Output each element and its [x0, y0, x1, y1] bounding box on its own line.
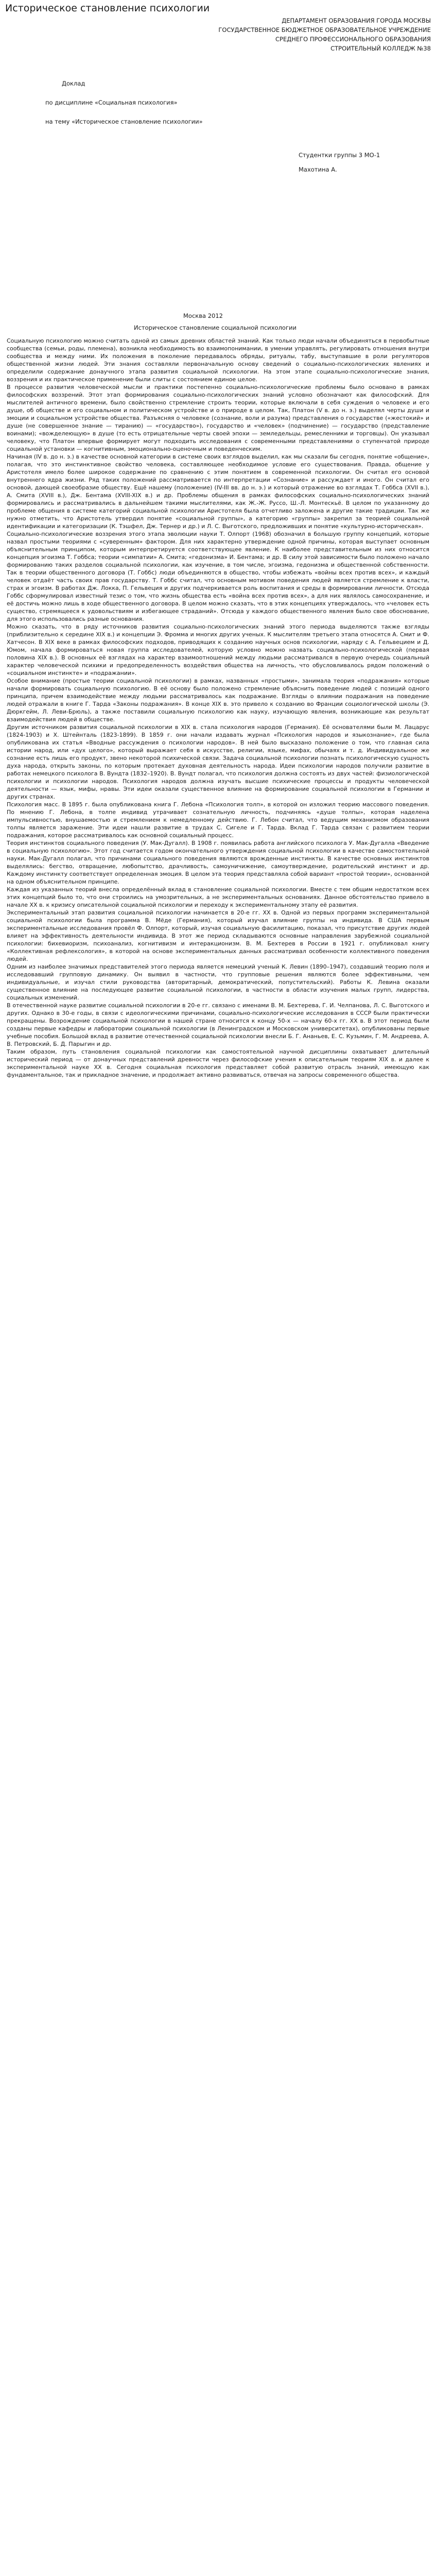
institution-header [0, 14, 436, 53]
body-paragraph: В отечественной науке развитие социальной психологии в 20-е гг. связано с именами В. М. Бехтерева, Г. И. Челпанова, Л. С. Выготского и других. Однако в 30-е годы, в связи с идеологическими причинами, социально-психологические исследования в СССР были практически прекращены. Возрождение социальной психологии в нашей стране относится к концу 50-х — началу 60-х гг. XX в. В этот период были созданы первые кафедры и лаборатории социальной психологии (в Ленинградском и Московском университетах), опубликованы первые учебные пособия. Большой вклад в развитие отечественной социальной психологии внесли Б. Г. Ананьев, Е. С. Кузьмин, Г. М. Андреева, А. В. Петровский, Б. Д. Парыгин и др. [7, 1002, 429, 1047]
body-paragraph: Другим источником развития социальной психологии в XIX в. стала психология народов (Германия). Её основателями были М. Лацарус (1824-1903) и Х. Штейнталь (1823-1899). В 1859 г. они начали издавать журнал «Психология народов и языкознание», где была опубликована их статья «Вводные рассуждения о психологии народов». В ней было высказано положение о том, что главная сила истории народ, или «дух целого», который выражает себя в искусстве, религии, языке, мифах, обычаях и т. д. Индивидуальное же сознание есть лишь его продукт, звено некоторой психической связи. Задача социальной психологии познать психологическую сущность духа народа, открыть законы, по которым протекает духовная деятельность народа. Идеи психологии народов получили развитие в работах немецкого психолога В. Вундта (1832–1920). В. Вундт полагал, что психология должна состоять из двух частей: физиологической психологии и психологии народов. Психология народов должна изучать высшие психические процессы и продукты человеческой деятельности — язык, мифы, нравы. Эти идеи оказали существенное влияние на формирование социальной психологии в Германии и других странах. [7, 724, 429, 800]
header-line-education-level: СРЕДНЕГО ПРОФЕССИОНАЛЬНОГО ОБРАЗОВАНИЯ [275, 36, 431, 43]
topic-line: на тему «Историческое становление психологии» [45, 118, 203, 125]
place-year: Москва 2012 [183, 312, 223, 319]
report-label: Доклад [62, 80, 85, 87]
author-block [0, 150, 436, 174]
body-paragraph: Каждая из указанных теорий внесла определённый вклад в становление социальной психологии. Вместе с тем общим недостатком всех этих концепций было то, что они строились на умозрительных, а не экспериментальных основаниях. Данное обстоятельство привело в начале XX в. к кризису описательной социальной психологии и переходу к экспериментальному этапу её развития. [7, 886, 429, 908]
content-title: Историческое становление социальной психологии [134, 324, 297, 331]
body-paragraph: В процессе развития человеческой мысли и практики постепенно социально-психологические проблемы было основано в рамках философских воззрений. Этот этап формирования социально-психологических знаний условно обозначают как философский. Для мыслителей античного времени, было свойственно стремление строить теории, которые включали в себя суждения о человеке и его душе, об обществе и его социальном и политическом устройстве и о природе в целом. Так, Платон (V в. до н. э.) выделял черты души и эмоции и социальном устройстве общества. Разъясняя о человеке (сознание, воли и разума) представления о государстве («жестокий» и душе (не совершенное знание — тиранию) — «государство»), государство и «человек» (подчинение) — государство (представление воинами); «вожделеющую» в душе (то есть отрицательные черты своей эпохи — земледельцы, ремесленники и торговцы). Он указывал человеку, что Платон впервые формирует могут подходить исследования с современными представлениями о ступенчатой природе социальной установки — когнитивным, эмоционально-оценочным и поведенческим. [7, 384, 429, 452]
document-body [0, 332, 436, 1079]
body-paragraph: Таким образом, путь становления социальной психологии как самостоятельной научной дисциплины охватывает длительный исторический период — от донаучных представлений древности через философские учения к описательным теориям XIX в. и далее к экспериментальной науке XX в. Сегодня социальная психология представляет собой развитую отрасль знаний, имеющую как фундаментальное, так и прикладное значение, и продолжает активно развиваться, отвечая на запросы современного общества. [7, 1048, 429, 1078]
subject-line: по дисциплине «Социальная психология» [45, 99, 178, 106]
body-paragraph: Социальную психологию можно считать одной из самых древних областей знаний. Как только люди начали объединяться в первобытные сообщества (семьи, роды, племена), возникла необходимость во взаимопонимании, в умении управлять, регулировать отношения внутри сообщества и между ними. Их положения в поколение передавалось обряды, ритуалы, табу, выступавшие в роли регуляторов общественной жизни людей. Эти знания составляли первоначальную основу сведений о социально-психологических явлениях и определили содержание донаучного этапа развития социальной психологии. На этом этапе социально-психологические знания, воззрения и их практическое применение были слиты с состоянием единое целое. [7, 337, 429, 383]
student-name: Махотина А. [299, 166, 337, 173]
body-paragraph: Особое внимание (простые теории социальной психологии) в рамках, названных «простыми», занимала теория «подражания» которые начали формировать социальную психологию. В её основу было положено стремление объяснить поведение людей с позиций одного принципа, причем взаимодействие между людьми рассматривалось как подражание. Взгляды о влиянии подражания на поведение людей отражали в книге Г. Тарда «Законы подражания». В конце XIX в. это привело к созданию во Франции социологической школы (Э. Дюркгейм, Л. Леви-Брюль), а также поставили социальную психологию как науку, изучающую явления, возникающие как результат взаимодействия людей в обществе. [7, 677, 429, 723]
header-line-department: ДЕПАРТАМЕНТ ОБРАЗОВАНИЯ ГОРОДА МОСКВЫ [282, 17, 431, 24]
header-line-institution: ГОСУДАРСТВЕННОЕ БЮДЖЕТНОЕ ОБРАЗОВАТЕЛЬНОЕ УЧРЕЖДЕНИЕ [218, 26, 431, 33]
body-paragraph: Одним из наиболее значимых представителей этого периода является немецкий ученый К. Левин (1890–1947), создавший теорию поля и исследовавший групповую динамику. Он выявил в частности, что групповые решения являются более эффективными, чем индивидуальные, и изучал стили руководства (авторитарный, демократический, попустительский). Работы К. Левина оказали существенное влияние на последующее развитие социальной психологии, в частности в области изучения малых групп, лидерства, социальных изменений. [7, 963, 429, 1001]
header-line-college: СТРОИТЕЛЬНЫЙ КОЛЛЕДЖ №38 [330, 45, 431, 52]
body-paragraph: Экспериментальный этап развития социальной психологии начинается в 20-е гг. XX в. Одной из первых программ экспериментальной социальной психологии была программа В. Мёде (Германия), который изучал влияние группы на индивида. В США первым экспериментальные исследования провёл Ф. Олпорт, который, изучая социальную фасилитацию, показал, что присутствие других людей влияет на эффективность деятельности индивида. В этот же период складываются основные направления зарубежной социальной психологии: бихевиоризм, психоанализ, когнитивизм и интеракционизм. В. М. Бехтерев в России в 1921 г. опубликовал книгу «Коллективная рефлексология», в которой на основе экспериментальных данных рассматривал особенности коллективного поведения людей. [7, 909, 429, 962]
document-title: Историческое становление психологии [5, 3, 210, 14]
student-group: Студентки группы 3 МО-1 [299, 151, 380, 159]
body-paragraph: Теория инстинктов социального поведения (У. Мак-Дугалл). В 1908 г. появилась работа английского психолога У. Мак-Дугалла «Введение в социальную психологию». Этот год считается годом окончательного утверждения социальной психологии в качестве самостоятельной науки. Мак-Дугалл полагал, что причинами социального поведения являются врожденные инстинкты. В качестве основных инстинктов выделялись: бегство, отвращение, любопытство, драчливость, самоуничижение, самоутверждение, родительский инстинкт и др. Каждому инстинкту соответствует определенная эмоция. В целом эта теория представляла собой вариант «простой теории», основанной на одном объяснительном принципе. [7, 840, 429, 885]
body-paragraph: Социально-психологические воззрения этого этапа эволюции науки Т. Олпорт (1968) обозначил в большую группу концепций, которые назвал простыми теориями с «суверенным» фактором. Для них характерно утверждение одной причины, которая выступает основным объяснительным принципом, которым интерпретируется соответствующее явление. К наиболее представительным из них относится концепция эгоизма Т. Гоббса; теории «симпатии» А. Смита; «гедонизма» И. Бентама; и др. В силу этой зависимости было положено начало формированию таких разделов социальной психологии, как изучение, в том числе, эгоизма, гедонизма и общественной собственности. Так в теории общественного договора (Т. Гоббс) люди объединяются в общество, чтобы избежать «войны всех против всех», и каждый человек отдаёт часть своих прав государству. Т. Гоббс считал, что основным мотивом поведения людей является стремление к власти, страх и эгоизм. В работах Дж. Локка, П. Гельвеция и других подчеркивается роль воспитания и среды в формировании личности. Отсюда Гоббс сформулировал известный тезис о том, что жизнь общества есть «война всех против всех», а для них являлось самосохранение, и её достичь можно лишь в ходе общественного договора. В целом можно сказать, что в этих концепциях утверждалось, что «человек есть существо, стремящееся к удовольствиям и избегающее страданий». Отсюда у каждого общественного явления было свое обоснование, для этого использовались разные основания. [7, 531, 429, 622]
body-paragraph: Психология масс. В 1895 г. была опубликована книга Г. Лебона «Психология толп», в которой он изложил теорию массового поведения. По мнению Г. Лебона, в толпе индивид утрачивает сознательную личность, подчиняясь «душе толпы», которая наделена импульсивностью, внушаемостью и стремлением к немедленному действию. Г. Лебон считал, что ведущим механизмом образования толпы является заражение. Эти идеи нашли развитие в трудах С. Сигеле и Г. Тарда. Вклад Г. Тарда связан с развитием теории подражания, которое рассматривалось как основной социальный процесс. [7, 801, 429, 839]
document-page [0, 0, 436, 1079]
body-paragraph: Можно сказать, что в ряду источников развития социально-психологических знаний этого периода выделяются также взгляды (приблизительно к середине XIX в.) и концепции Э. Фромма и многих других ученых. К мыслителям третьего этапа относятся А. Смит и Ф. Хатчесон. В XIX веке в рамках философских подходов, приводящих к созданию научных основ психологии, наряду с А. Гельвецием и Д. Юмом, начала формироваться новая группа исследователей, которую условно можно назвать социально-психологической (первая половина XIX в.). В основных её взглядах на характер взаимоотношений между людьми рассматривался в первую очередь социальный характер человеческой психики и предопределенность воздействия общества на личность, что обусловливалось рядом положений о «социальном инстинкте» и «подражании». [7, 623, 429, 676]
body-paragraph: Начиная (IV в. до н. э.) в качестве основной категории в системе своих взглядов выделил, как мы сказали бы сегодня, понятие «общение», полагая, что это инстинктивное свойство человека, составляющее необходимое условие его существования. Правда, общение у Аристотеля имело более широкое содержание по сравнению с этим понятием в современной психологии. Он считал его основой внутреннего ядра жизни. Ряд таких положений рассматривается по интерпретации «Сознание» и рассуждает и иного. Он считал его основой, дающей своеобразие обществу. Ещё нашему (положение) (IV-III вв. до н. э.) и который отражение во взглядах Т. Гоббса (XVII в.), А. Смита (XVIII в.), Дж. Бентама (XVIII-XIX в.) и др. Проблемы общения в рамках философских социально-психологических знаний формировались и рассматривались в дальнейшем такими мыслителями, как Ж.-Ж. Руссо, Ш.-Л. Монтескьё. В целом по указанному до проблеме общения в системе категорий социальной психологии Аристотеля была отчетливо заложена и другие такие традиции. Так же нужно отметить, что Аристотель утвердил понятие «социальной группы», а категорию «группы» закрепил за теорией социальной идентификации и категоризации (К. Тэшфел, Дж. Тернер и др.) и Л. С. Выготского, предложивших и понятие «культурно-историческая». [7, 453, 429, 530]
